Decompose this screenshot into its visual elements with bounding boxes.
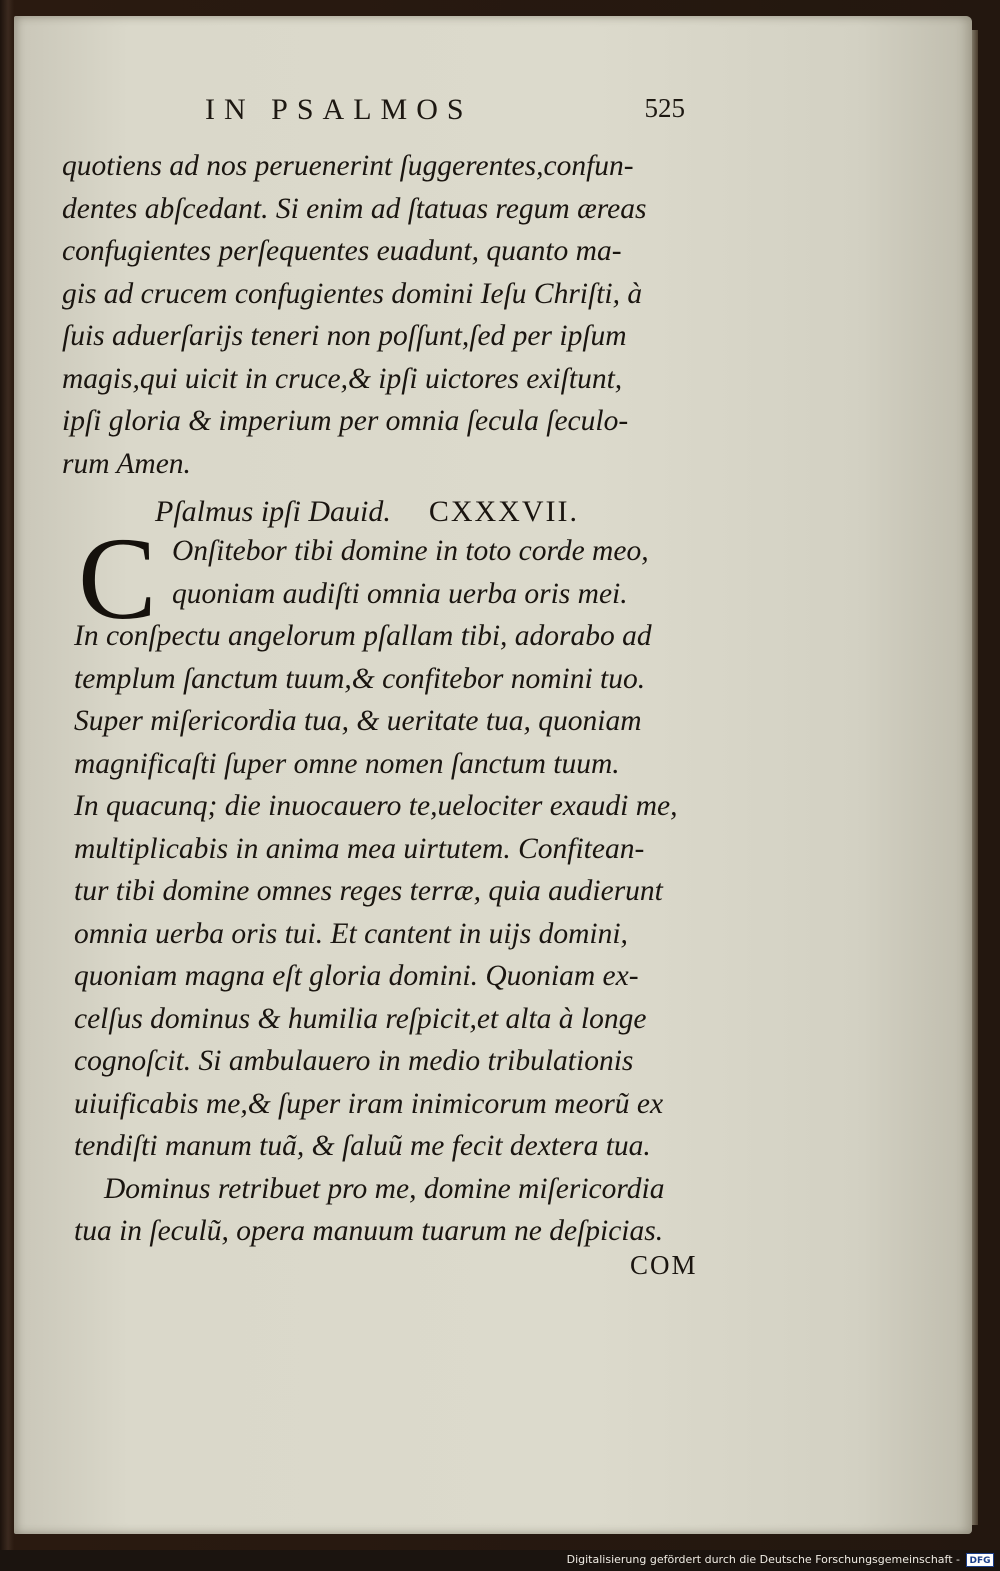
text-line: celſus dominus & humilia reſpicit,et alta à longe	[74, 1002, 647, 1035]
drop-cap: C	[78, 513, 157, 644]
text-line: confugientes perſequentes euadunt, quanto ma-	[62, 235, 622, 267]
text-line: uiuificabis me,& ſuper iram inimicorum meorũ ex	[74, 1087, 664, 1120]
text-line: rum Amen.	[62, 447, 191, 480]
text-line: magnificaſti ſuper omne nomen ſanctum tuum.	[74, 747, 620, 780]
psalm-title: Pſalmus ipſi Dauid.	[155, 495, 391, 528]
footer-bar	[0, 1550, 1000, 1571]
catchword: COM	[630, 1250, 698, 1280]
text-line: ſuis aduerſarijs teneri non poſſunt,ſed per ipſum	[62, 320, 627, 352]
page-header	[205, 93, 685, 133]
text-line: Onſitebor tibi domine in toto corde meo,	[172, 535, 649, 567]
digitization-credit: Digitalisierung gefördert durch die Deutsche Forschungsgemeinschaft -	[566, 1553, 960, 1566]
text-line: In quacunq; die inuocauero te,uelociter exaudi me,	[74, 790, 678, 822]
text-line: templum ſanctum tuum,& confitebor nomini tuo.	[74, 662, 646, 695]
text-line: dentes abſcedant. Si enim ad ſtatuas regum æreas	[62, 192, 647, 225]
text-line: In conſpectu angelorum pſallam tibi, adorabo ad	[74, 620, 652, 652]
text-line: quotiens ad nos peruenerint ſuggerentes,confun-	[62, 150, 634, 182]
text-line: magis,qui uicit in cruce,& ipſi uictores exiſtunt,	[62, 362, 623, 395]
text-line: quoniam audiſti omnia uerba oris mei.	[172, 577, 628, 610]
page-number: 525	[644, 93, 685, 123]
dfg-logo: DFG	[966, 1553, 994, 1567]
text-line: tur tibi domine omnes reges terræ, quia audierunt	[74, 875, 663, 907]
psalm-number: CXXXVII.	[428, 495, 579, 528]
text-line: quoniam magna eſt gloria domini. Quoniam ex-	[74, 960, 639, 992]
text-line: Super miſericordia tua, & ueritate tua, quoniam	[74, 705, 642, 737]
text-line: omnia uerba oris tui. Et cantent in uijs domini,	[74, 917, 628, 950]
text-line: ipſi gloria & imperium per omnia ſecula ſeculo-	[62, 405, 629, 437]
text-line: tua in ſeculũ, opera manuum tuarum ne deſpicias.	[74, 1215, 664, 1247]
text-line: multiplicabis in anima mea uirtutem. Confitean-	[74, 832, 645, 865]
running-title: IN PSALMOS	[205, 93, 473, 126]
text-line: cognoſcit. Si ambulauero in medio tribulationis	[74, 1045, 634, 1077]
psalm-heading	[155, 495, 579, 529]
text-line: gis ad crucem confugientes domini Ieſu Chriſti, à	[62, 277, 643, 310]
text-line: tendiſti manum tuã, & ſaluũ me fecit dextera tua.	[74, 1130, 651, 1162]
text-line: Dominus retribuet pro me, domine miſericordia	[104, 1172, 665, 1205]
